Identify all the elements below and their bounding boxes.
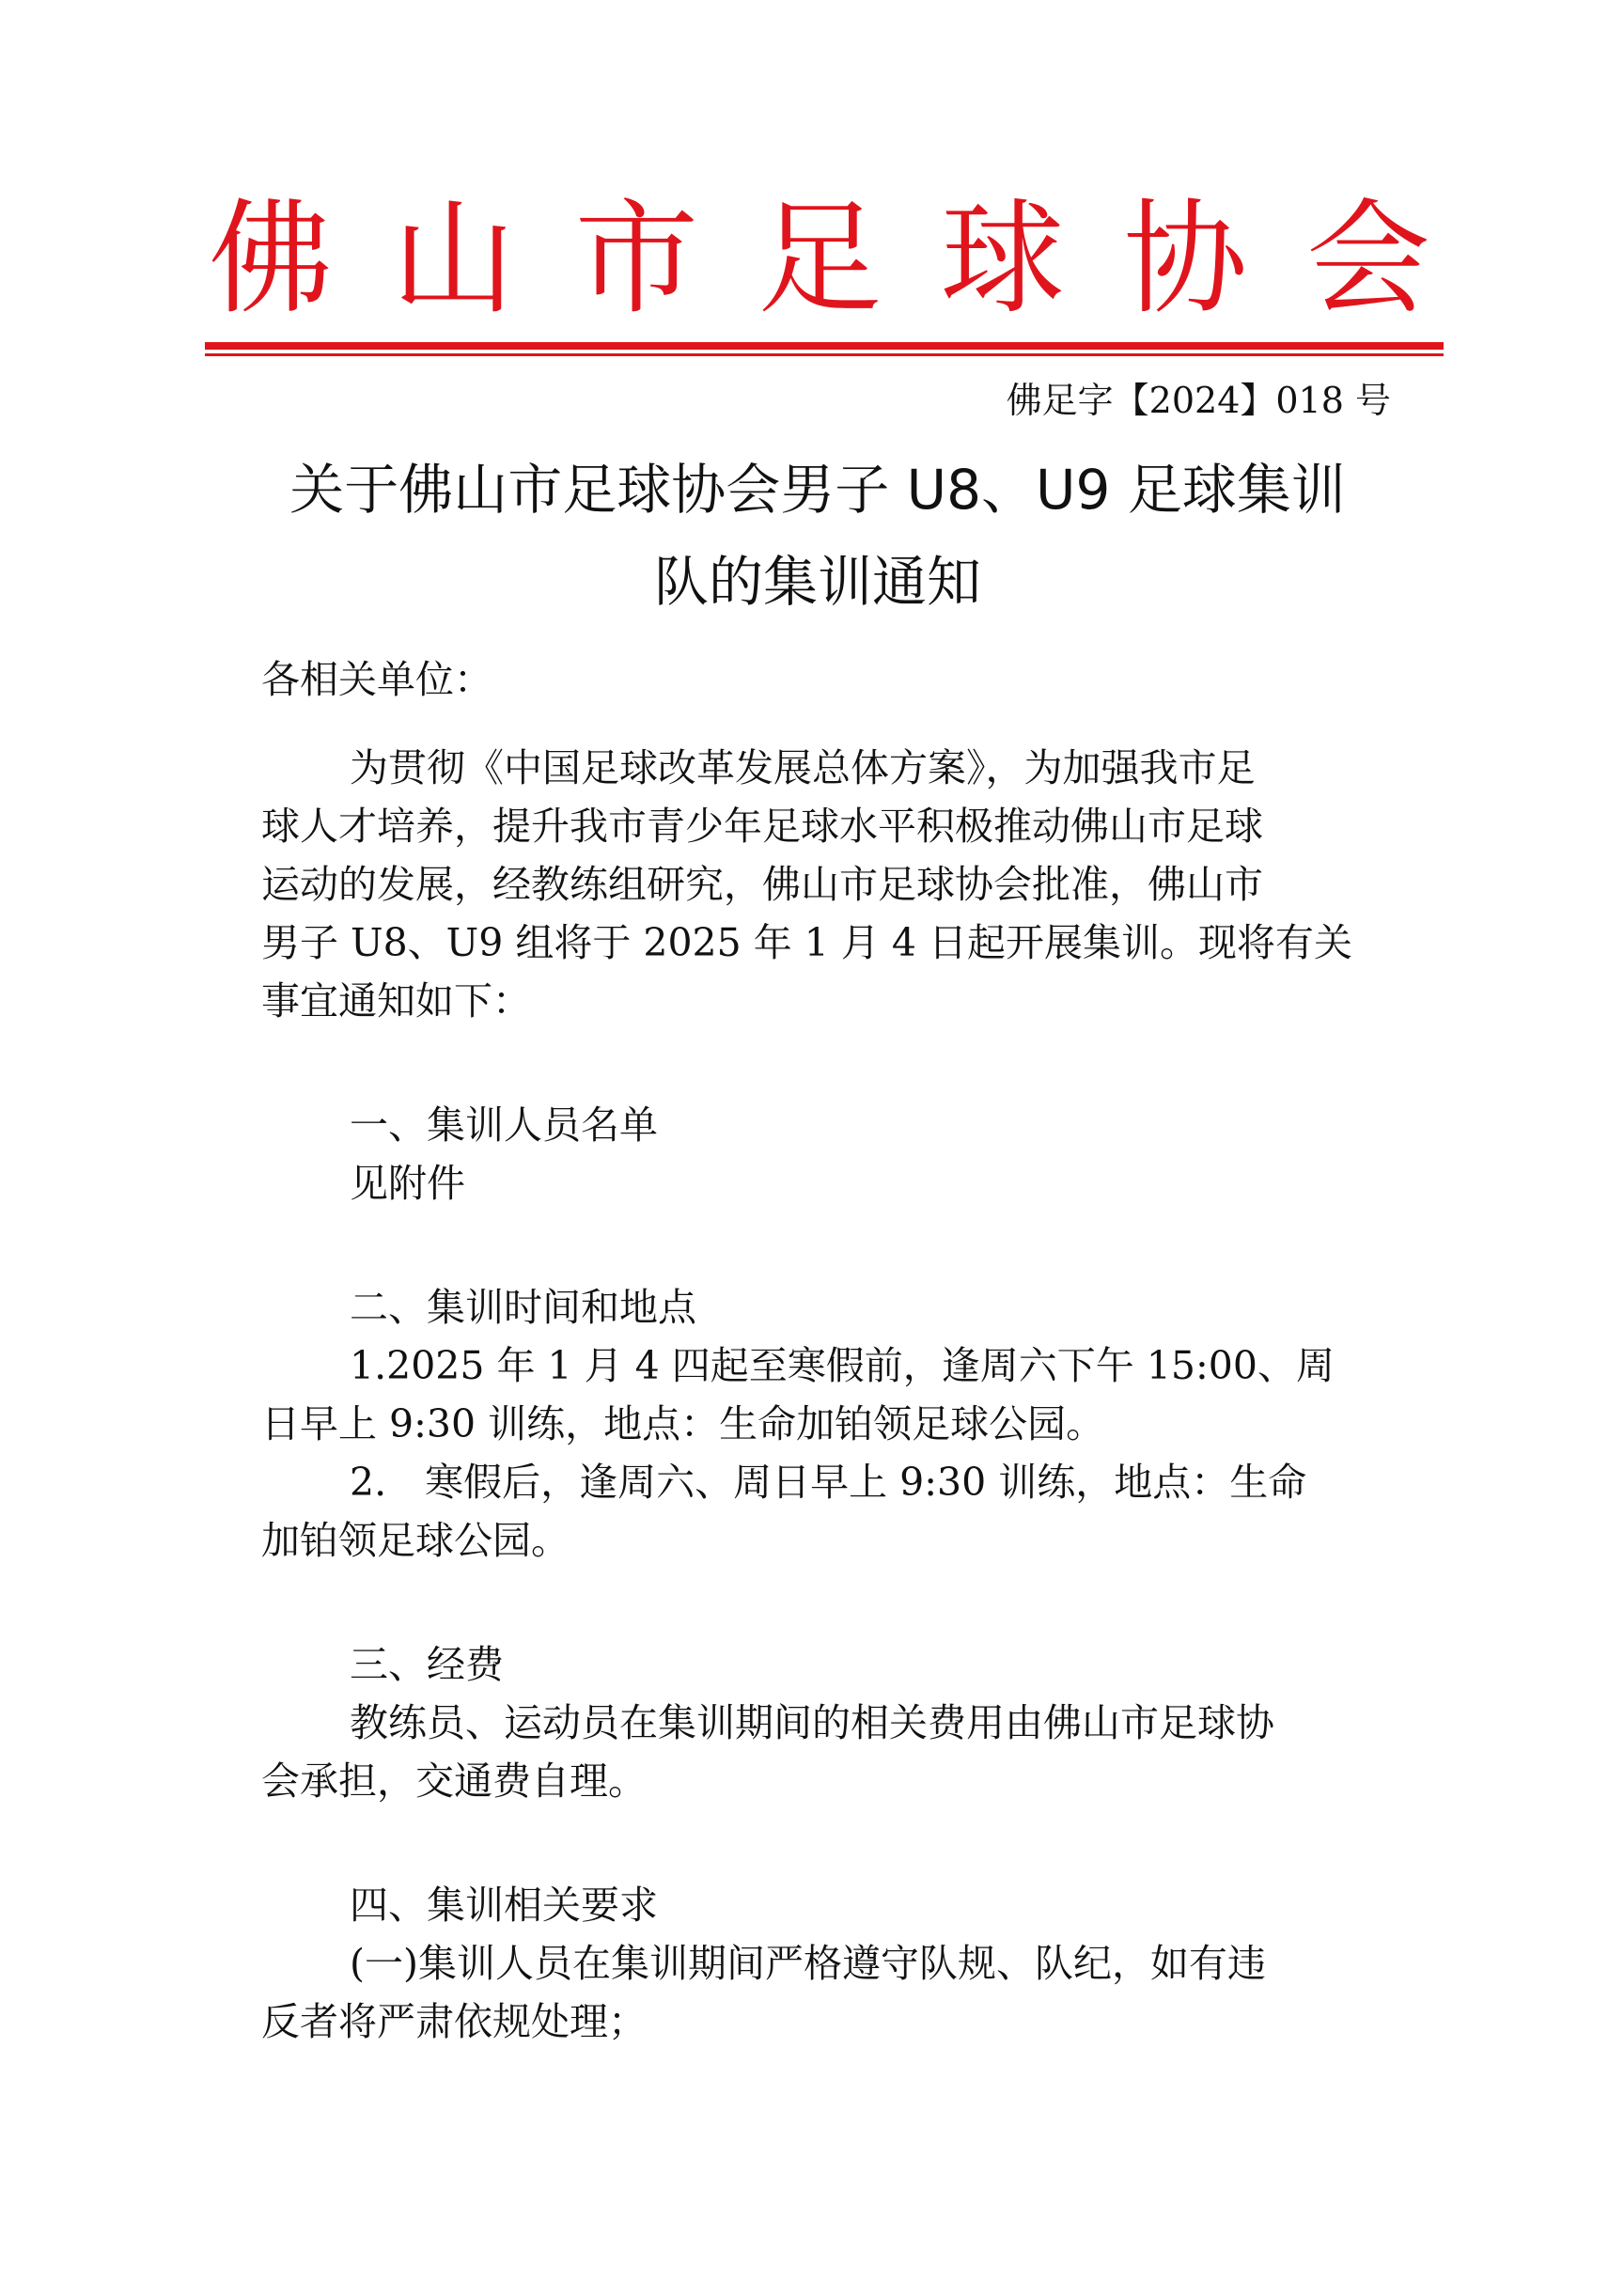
section-text: 2. 寒假后，逢周六、周日早上 9:30 训练，地点：生命 — [350, 1460, 1307, 1505]
letterhead-char: 佛 — [209, 187, 333, 332]
section-text: 会承担，交通费自理。 — [261, 1758, 647, 1804]
letterhead-char: 山 — [391, 187, 516, 332]
letterhead-divider-thick — [205, 342, 1444, 350]
letterhead-char: 协 — [1123, 187, 1248, 332]
intro-line: 球人才培养，提升我市青少年足球水平积极推动佛山市足球 — [261, 804, 1263, 849]
title-line: 关于佛山市足球协会男子 U8、U9 足球集训 — [289, 458, 1346, 522]
letterhead-title — [209, 184, 1430, 335]
section-text: (一)集训人员在集训期间严格遵守队规、队纪，如有违 — [350, 1941, 1266, 1986]
section-heading: 一、集训人员名单 — [350, 1102, 658, 1148]
section-heading: 二、集训时间和地点 — [350, 1285, 696, 1330]
section-text: 见附件 — [350, 1161, 465, 1206]
section-text: 1.2025 年 1 月 4 四起至寒假前，逢周六下午 15:00、周 — [350, 1343, 1335, 1388]
intro-line: 事宜通知如下： — [261, 978, 531, 1024]
letterhead-divider-thin — [205, 353, 1444, 356]
section-text: 日早上 9:30 训练，地点：生命加铂领足球公园。 — [261, 1401, 1105, 1446]
section-heading: 四、集训相关要求 — [350, 1883, 658, 1928]
intro-line: 运动的发展，经教练组研究，佛山市足球协会批准，佛山市 — [261, 862, 1263, 907]
document-title — [244, 444, 1391, 628]
section-text: 反者将严肃依规处理； — [261, 1999, 647, 2044]
letterhead-char: 足 — [757, 187, 882, 332]
intro-line: 为贯彻《中国足球改革发展总体方案》，为加强我市足 — [350, 745, 1256, 790]
section-text: 加铂领足球公园。 — [261, 1518, 570, 1563]
letterhead-char: 市 — [574, 187, 699, 332]
document-number: 佛足字【2024】018 号 — [1006, 380, 1391, 421]
letterhead-char: 球 — [940, 187, 1065, 332]
salutation: 各相关单位： — [261, 657, 492, 702]
section-text: 教练员、运动员在集训期间的相关费用由佛山市足球协 — [350, 1700, 1274, 1745]
title-line: 队的集训通知 — [653, 550, 981, 614]
letterhead-char: 会 — [1305, 187, 1430, 332]
intro-line: 男子 U8、U9 组将于 2025 年 1 月 4 日起开展集训。现将有关 — [261, 920, 1353, 965]
section-heading: 三、经费 — [350, 1642, 504, 1687]
